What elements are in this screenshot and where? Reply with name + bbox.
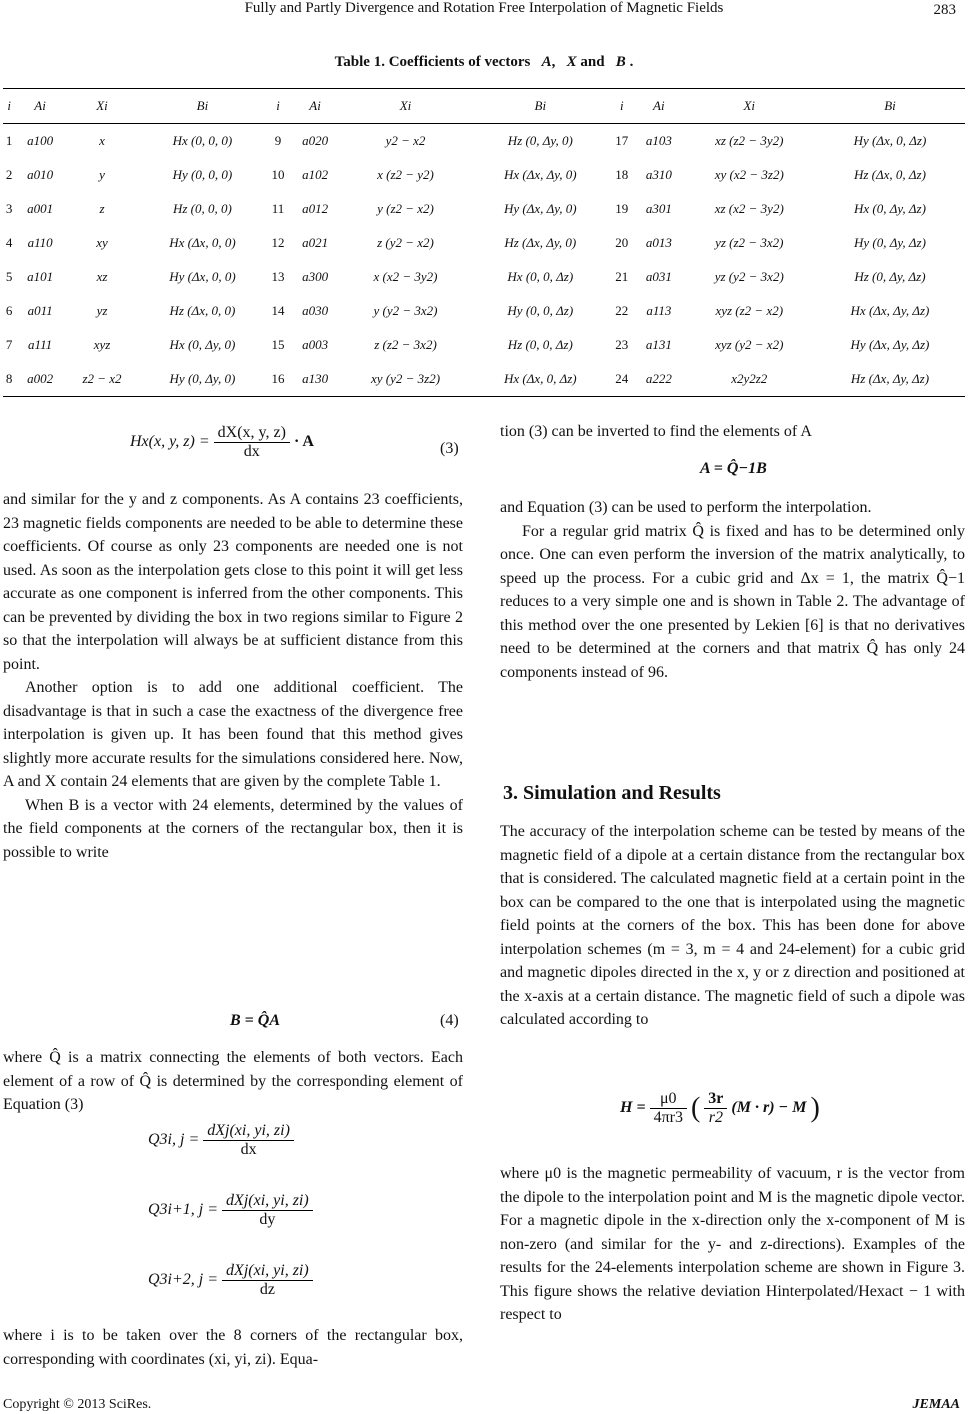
paragraph: When B is a vector with 24 elements, determined by the values of the field components at the corners of the rectangular box, then it is possible to write: [3, 796, 463, 861]
table-cell: yz: [96, 303, 108, 318]
table-cell: z (z2 − 3x2): [374, 337, 437, 352]
table-cell: a102: [302, 167, 329, 182]
table-cell: a021: [302, 235, 329, 250]
copyright-footer: Copyright © 2013 SciRes.: [3, 1397, 152, 1412]
table-cell: Hx (0, Δy, Δz): [853, 201, 926, 216]
left-column-text-2: [3, 1046, 463, 1117]
table-body: [3, 124, 965, 397]
table-cell: 21: [615, 269, 629, 284]
equation-3-number: (3): [440, 440, 459, 457]
table-cell: Hy (Δx, 0, 0): [169, 269, 236, 284]
table-caption: Table 1. Coefficients of vectors A, X and B .: [334, 54, 634, 70]
table-cell: a031: [645, 269, 672, 284]
equation-dipole: H = $\frac{\mu 0}{4\pi r3}$ ( $\frac{3r}{r2}$ (M · r) − M ): [620, 1090, 820, 1126]
table-cell: 23: [615, 337, 629, 352]
paragraph: The accuracy of the interpolation scheme can be tested by means of the magnetic field of a dipole at a certain distance from the rectangular box that is considered. The calculated magnetic field at a certain point in the box can be compared to the one that is interpolated using the magnetic field points at the corners of the box. This has been done for above interpolation schemes (m = 3, m = 4 and 24-element) for a cubic grid and magnetic dipoles directed in the x, y or z direction and positioned at the x-axis at a certain distance. The magnetic field of such a dipole was calculated according to: [500, 823, 965, 1028]
table-cell: yz (z2 − 3x2): [715, 235, 784, 250]
table-cell: y2 − x2: [385, 133, 426, 148]
table-cell: 22: [615, 303, 629, 318]
table-cell: 6: [5, 303, 13, 318]
table-cell: 1: [5, 133, 13, 148]
table-cell: y: [99, 167, 105, 182]
table-cell: a001: [27, 201, 54, 216]
section-heading: 3. Simulation and Results: [503, 782, 721, 804]
paragraph: and Equation (3) can be used to perform the interpolation.: [500, 499, 872, 516]
table-cell: 7: [5, 337, 13, 352]
table-cell: 9: [274, 133, 282, 148]
column-header: i: [266, 89, 291, 124]
table-cell: Hx (0, 0, Δz): [507, 269, 574, 284]
paragraph: tion (3) can be inverted to find the elements of A: [500, 423, 812, 440]
paragraph: Another option is to add one additional coefficient. The disadvantage is that in such a case the exactness of the divergence free interpolation is given up. It has been found that this method gives slightly more accurate results for the simulations considered here. Now, A and X contain 24 elements that are given by the complete Table 1.: [3, 679, 463, 790]
left-column-text-3: [3, 1324, 463, 1371]
paragraph: and similar for the y and z components. As A contains 23 coefficients, 23 magnetic fields components are needed to be able to determine these coefficients. Of course as only 23 components are needed one is not used. As soon as the interpolation gets close to this point it will get less accurate as one component is inferred from the other components. This can be prevented by dividing the box in two regions similar to Figure 2 so that the interpolation will always be at sufficient distance from this point.: [3, 491, 463, 673]
paragraph: where Q̂ is a matrix connecting the elements of both vectors. Each element of a row of Q̂ is determined by the corresponding element of Equation (3): [3, 1049, 463, 1113]
table-cell: xz (x2 − 3y2): [714, 201, 784, 216]
table-cell: 24: [609, 362, 634, 397]
table-cell: Hz (0, 0, Δz): [507, 337, 573, 352]
running-title: Fully and Partly Divergence and Rotation Free Interpolation of Magnetic Fields: [244, 0, 724, 16]
paragraph: where μ0 is the magnetic permeability of vacuum, r is the vector from the dipole to the interpolation point and M is the magnetic dipole vector. For a magnetic dipole in the x-direction only the x-component of M is non-zero (and similar for the y- and z-directions). Examples of the results for the 24-elements interpolation scheme are shown in Figure 3. This figure shows the relative deviation Hinterpolated/Hexact − 1 with respect to: [500, 1165, 965, 1323]
table-cell: a101: [27, 269, 54, 284]
table-cell: xy (y2 − 3z2): [340, 362, 471, 397]
table-cell: z (y2 − x2): [377, 235, 434, 250]
table-cell: Hz (Δx, Δy, 0): [504, 235, 577, 250]
column-header: Ai: [290, 89, 339, 124]
table-cell: a222: [634, 362, 683, 397]
table-cell: Hy (Δx, 0, Δz): [853, 133, 927, 148]
page-number: 283: [933, 2, 956, 18]
table-cell: a010: [27, 167, 54, 182]
table-cell: yz (y2 − 3x2): [714, 269, 784, 284]
table-cell: x (x2 − 3y2): [373, 269, 438, 284]
table-cell: 13: [271, 269, 285, 284]
table-cell: a131: [645, 337, 672, 352]
paragraph: where i is to be taken over the 8 corners of the rectangular box, corresponding with coordinates (xi, yi, zi). Equa-: [3, 1327, 463, 1368]
table-cell: a113: [646, 303, 672, 318]
right-column-text-3: [500, 820, 965, 1032]
table-cell: Hx (Δx, 0, Δz): [471, 362, 609, 397]
table-cell: 4: [5, 235, 13, 250]
table-header-row: [3, 89, 965, 124]
table-cell: Hy (0, 0, Δz): [507, 303, 574, 318]
table-cell: a301: [645, 201, 672, 216]
table-row: [3, 362, 965, 397]
table-cell: 3: [5, 201, 13, 216]
column-header: Xi: [65, 89, 139, 124]
table-cell: Hy (0, Δy, Δz): [853, 235, 926, 250]
table-cell: a100: [27, 133, 54, 148]
column-header: Xi: [684, 89, 815, 124]
table-cell: xz: [96, 269, 108, 284]
table-cell: 19: [615, 201, 629, 216]
table-cell: Hy (Δx, Δy, 0): [503, 201, 577, 216]
table-cell: a020: [302, 133, 329, 148]
column-header: Bi: [471, 89, 609, 124]
column-header: i: [609, 89, 634, 124]
left-column-text: [3, 488, 463, 864]
column-header: Xi: [340, 89, 471, 124]
table-cell: 16: [266, 362, 291, 397]
table-cell: a030: [302, 303, 329, 318]
table-cell: x2y2z2: [684, 362, 815, 397]
table-cell: 5: [5, 269, 13, 284]
equation-q1: Q3i, j = $\frac{\text{dXj(xi, yi, zi)}}{dx}$: [148, 1122, 294, 1159]
table-cell: Hz (0, Δy, 0): [507, 133, 573, 148]
right-column-text-2: [500, 496, 965, 684]
table-cell: Hx (Δx, Δy, Δz): [850, 303, 930, 318]
table-cell: Hx (Δx, Δy, 0): [503, 167, 577, 182]
table-cell: a130: [290, 362, 339, 397]
table-cell: Hy (0, Δy, 0): [139, 362, 265, 397]
table-cell: a111: [28, 337, 53, 352]
table-cell: a011: [27, 303, 53, 318]
table-cell: a013: [645, 235, 672, 250]
column-header: Ai: [15, 89, 64, 124]
table-cell: Hz (Δx, Δy, Δz): [815, 362, 965, 397]
table-cell: xyz (z2 − x2): [715, 303, 784, 318]
table-cell: a002: [15, 362, 64, 397]
table-row: [3, 294, 965, 328]
table-row: [3, 328, 965, 362]
coefficients-table: [3, 88, 965, 397]
table-cell: a300: [302, 269, 329, 284]
table-cell: 15: [271, 337, 285, 352]
table-cell: xz (z2 − 3y2): [715, 133, 784, 148]
table-cell: xyz (y2 − x2): [715, 337, 784, 352]
table-cell: Hx (Δx, 0, 0): [169, 235, 236, 250]
table-cell: z: [99, 201, 105, 216]
table-cell: 17: [615, 133, 629, 148]
table-cell: a103: [645, 133, 672, 148]
table-cell: a012: [302, 201, 329, 216]
equation-4: B = Q̂A: [230, 1012, 281, 1029]
table-cell: Hy (0, 0, 0): [172, 167, 233, 182]
table-cell: y (y2 − 3x2): [373, 303, 438, 318]
table-cell: Hz (Δx, 0, 0): [169, 303, 236, 318]
table-cell: a310: [645, 167, 672, 182]
right-column-text-4: [500, 1162, 965, 1327]
table-row: [3, 158, 965, 192]
column-header: Ai: [634, 89, 683, 124]
table-cell: a003: [302, 337, 329, 352]
table-row: [3, 260, 965, 294]
equation-3: Hx(x, y, z) = $\frac{dX(x, y, z)}{dx}$ · A: [130, 424, 314, 460]
table-cell: xy (x2 − 3z2): [714, 167, 784, 182]
table-cell: y (z2 − x2): [377, 201, 434, 216]
equation-4-number: (4): [440, 1012, 459, 1029]
running-header: [0, 0, 968, 22]
table-cell: 14: [271, 303, 285, 318]
table-cell: x: [99, 133, 105, 148]
table-row: [3, 226, 965, 260]
table-cell: 11: [271, 201, 285, 216]
table-row: [3, 192, 965, 226]
table-cell: x (z2 − y2): [377, 167, 434, 182]
table-cell: 10: [271, 167, 285, 182]
equation-q3: Q3i+2, j = $\frac{\text{dXj(xi, yi, zi)}}{dz}$: [148, 1262, 313, 1299]
table-cell: 12: [271, 235, 285, 250]
table-cell: xyz: [93, 337, 111, 352]
table-cell: 8: [3, 362, 15, 397]
table-cell: 18: [615, 167, 629, 182]
column-header: Bi: [139, 89, 265, 124]
table-cell: 2: [5, 167, 13, 182]
table-cell: a110: [27, 235, 53, 250]
table-cell: Hz (0, Δy, Δz): [854, 269, 926, 284]
table-cell: Hx (0, Δy, 0): [169, 337, 236, 352]
table-cell: xy: [96, 235, 108, 250]
table-cell: Hx (0, 0, 0): [172, 133, 233, 148]
table-cell: Hy (Δx, Δy, Δz): [850, 337, 930, 352]
table-cell: Hz (Δx, 0, Δz): [853, 167, 926, 182]
journal-footer: JEMAA: [912, 1397, 960, 1412]
table-cell: 20: [615, 235, 629, 250]
right-column-text: [500, 420, 965, 444]
equation-inverse: A = Q̂−1B: [700, 460, 767, 477]
paragraph: For a regular grid matrix Q̂ is fixed and has to be determined only once. One can even perform the inversion of the matrix analytically, to speed up the process. For a cubic grid and Δx = 1, the matrix Q̂−1 reduces to a very simple one and is shown in Table 2. The advantage of this method over the one presented by Lekien [6] is that no derivatives need to be determined at the corners and that matrix Q̂ has only 24 components instead of 96.: [500, 522, 965, 681]
column-header: i: [3, 89, 15, 124]
equation-q2: Q3i+1, j = $\frac{\text{dXj(xi, yi, zi)}}{dy}$: [148, 1192, 313, 1229]
table-cell: z2 − x2: [65, 362, 139, 397]
table-cell: Hz (0, 0, 0): [172, 201, 232, 216]
table-row: [3, 124, 965, 159]
column-header: Bi: [815, 89, 965, 124]
